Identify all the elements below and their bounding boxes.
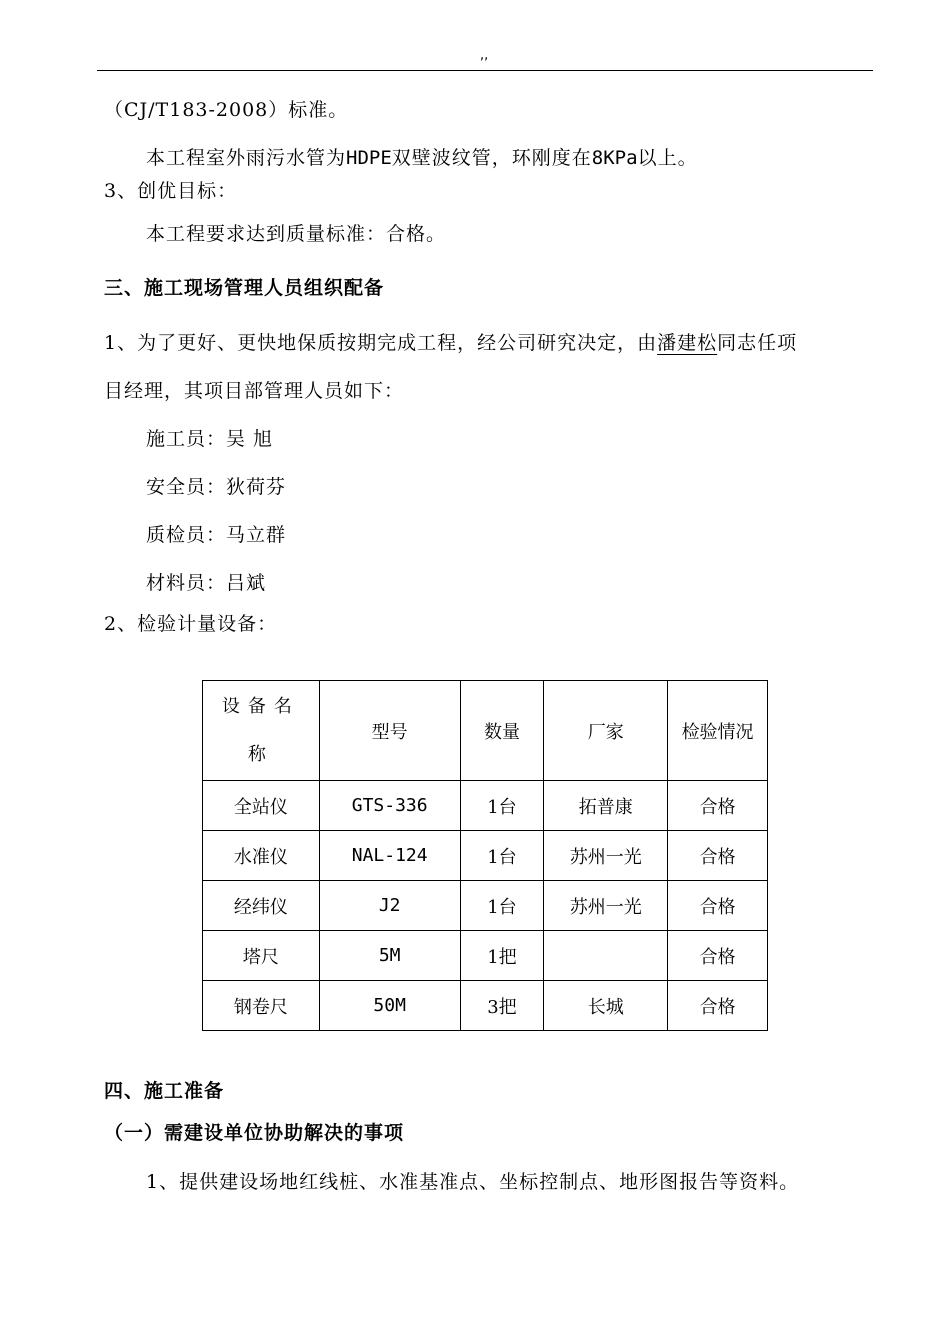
cell-quantity: 3把 (460, 981, 544, 1031)
table-row (203, 781, 768, 831)
cell-model: 50M (319, 981, 460, 1031)
pipe-spec-paragraph (146, 146, 698, 170)
header-model: 型号 (319, 681, 460, 781)
header-equipment-name-line2: 称 (247, 743, 274, 765)
section-3-title: 三、施工现场管理人员组织配备 (104, 277, 385, 299)
header-equipment-name (203, 681, 320, 781)
cell-quantity: 1台 (460, 781, 544, 831)
cell-inspection-status: 合格 (668, 931, 768, 981)
cell-model: J2 (319, 881, 460, 931)
header-inspection-status: 检验情况 (668, 681, 768, 781)
subsection-1-title: （一）需建设单位协助解决的事项 (104, 1122, 405, 1144)
header-manufacturer: 厂家 (544, 681, 668, 781)
cell-manufacturer: 拓普康 (544, 781, 668, 831)
cell-manufacturer (544, 931, 668, 981)
table-row (203, 881, 768, 931)
table-row (203, 931, 768, 981)
equipment-heading: 2、检验计量设备： (104, 613, 278, 635)
table-row (203, 831, 768, 881)
header-equipment-name-line1: 设备名 (221, 695, 300, 717)
cell-inspection-status: 合格 (668, 981, 768, 1031)
staff-quality: 质检员：马立群 (146, 524, 287, 546)
cell-inspection-status: 合格 (668, 781, 768, 831)
equipment-table (202, 680, 768, 1031)
cell-quantity: 1台 (460, 831, 544, 881)
pipe-spec-text-c: 双壁波纹管，环刚度在 (391, 147, 592, 169)
table-header-row (203, 681, 768, 781)
cell-equipment-name: 全站仪 (203, 781, 320, 831)
quality-goal-heading: 3、创优目标： (104, 180, 238, 202)
manager-paragraph-line2: 目经理，其项目部管理人员如下： (104, 380, 405, 402)
section-4-title: 四、施工准备 (104, 1080, 225, 1102)
header-divider (97, 70, 873, 71)
cell-model: 5M (319, 931, 460, 981)
cell-inspection-status: 合格 (668, 881, 768, 931)
page-header-mark: ,, (480, 48, 489, 63)
pipe-spec-text-e: 以上。 (637, 147, 698, 169)
pipe-spec-text-a: 本工程室外雨污水管为 (146, 147, 347, 169)
cell-model: GTS-336 (319, 781, 460, 831)
staff-construction: 施工员：吴 旭 (146, 428, 274, 450)
quality-goal-text: 本工程要求达到质量标准：合格。 (146, 223, 447, 245)
project-manager-name: 潘建松 (657, 332, 718, 354)
staff-safety: 安全员：狄荷芬 (146, 476, 287, 498)
cell-equipment-name: 经纬仪 (203, 881, 320, 931)
owner-support-item-1: 1、提供建设场地红线桩、水准基准点、坐标控制点、地形图报告等资料。 (146, 1171, 800, 1193)
cell-equipment-name: 钢卷尺 (203, 981, 320, 1031)
manager-text-a: 1、为了更好、更快地保质按期完成工程，经公司研究决定，由 (104, 332, 658, 354)
cell-quantity: 1台 (460, 881, 544, 931)
pipe-spec-hdpe: HDPE (346, 147, 392, 169)
table-row (203, 981, 768, 1031)
cell-equipment-name: 水准仪 (203, 831, 320, 881)
standard-reference: （CJ/T183-2008）标准。 (104, 99, 349, 121)
cell-manufacturer: 苏州一光 (544, 831, 668, 881)
cell-model: NAL-124 (319, 831, 460, 881)
cell-manufacturer: 苏州一光 (544, 881, 668, 931)
cell-quantity: 1把 (460, 931, 544, 981)
header-quantity: 数量 (460, 681, 544, 781)
cell-equipment-name: 塔尺 (203, 931, 320, 981)
manager-text-b: 同志任项 (717, 332, 798, 354)
manager-paragraph-line1 (104, 331, 797, 355)
cell-inspection-status: 合格 (668, 831, 768, 881)
pipe-spec-kpa: 8KPa (591, 147, 638, 169)
cell-manufacturer: 长城 (544, 981, 668, 1031)
staff-material: 材料员：吕斌 (146, 572, 267, 594)
